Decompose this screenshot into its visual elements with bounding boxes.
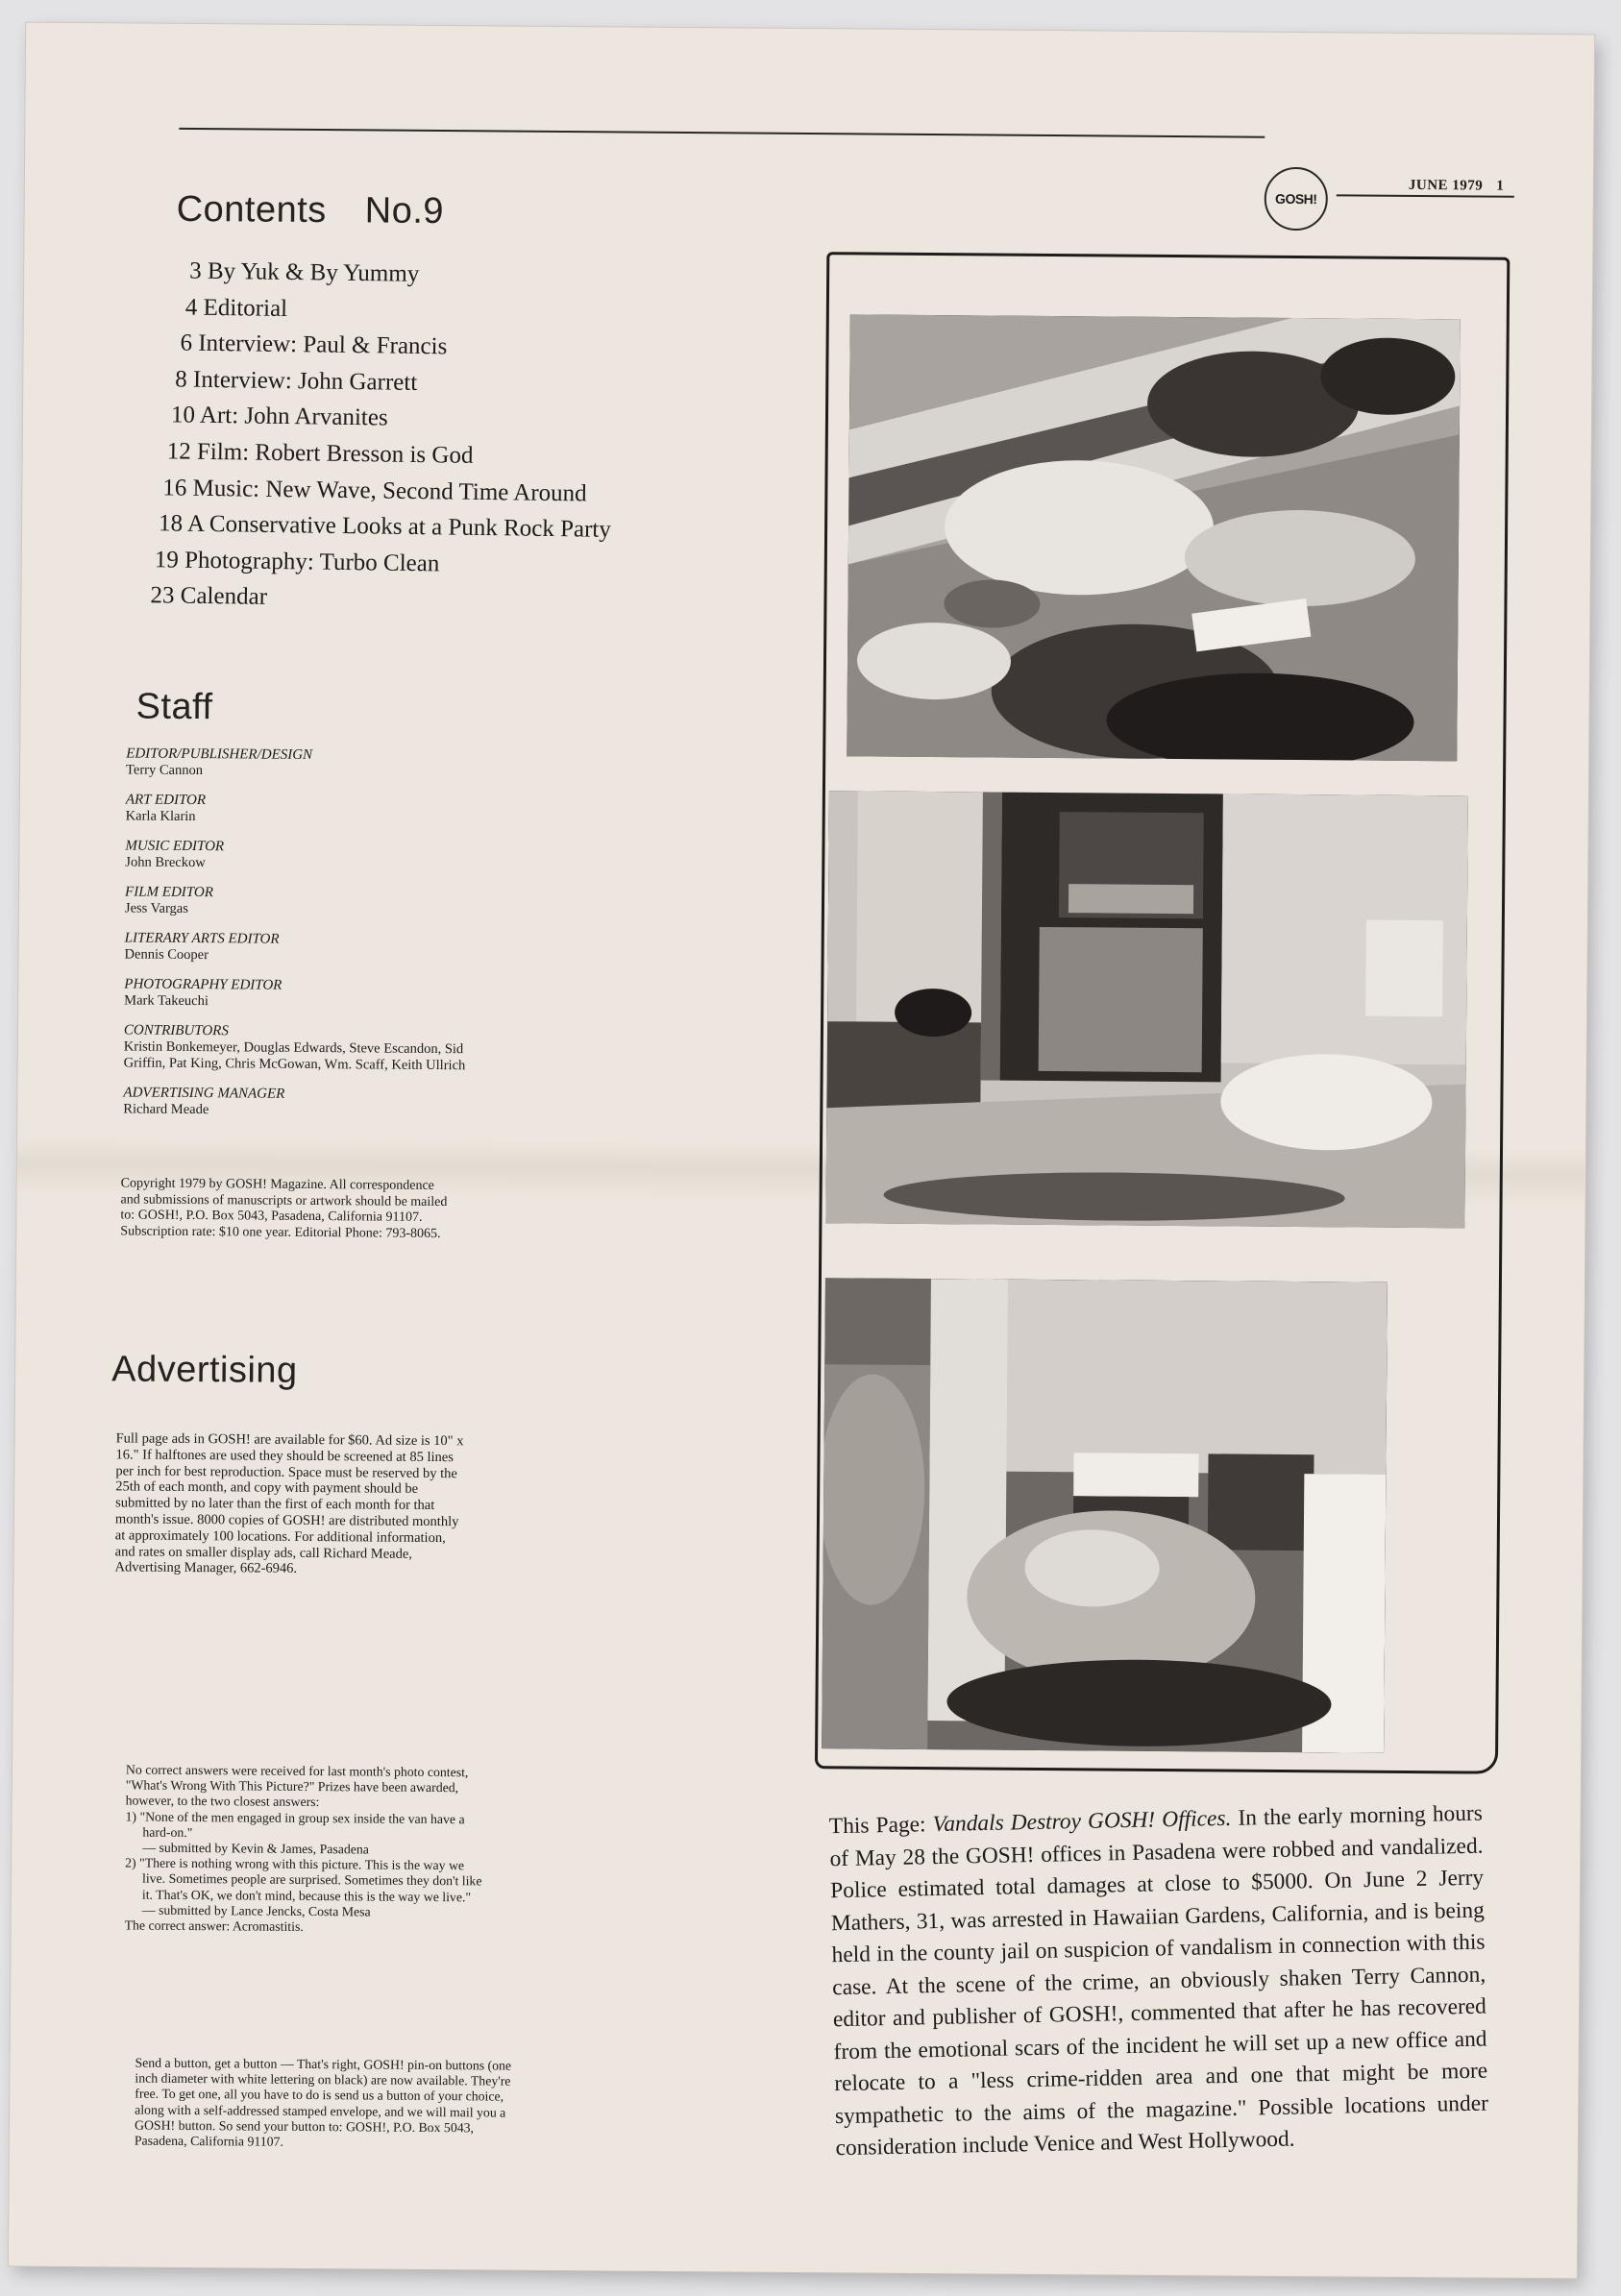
contents-heading	[177, 189, 445, 232]
newspaper-page	[9, 23, 1594, 2279]
toc-item: 18 A Conservative Looks at a Punk Rock Party	[158, 510, 612, 544]
staff-role: PHOTOGRAPHY EDITOR	[124, 976, 282, 993]
staff-role: LITERARY ARTS EDITOR	[124, 930, 280, 947]
toc-item: 8 Interview: John Garrett	[175, 366, 418, 396]
toc-item: 3 By Yuk & By Yummy	[188, 257, 420, 287]
staff-role: ADVERTISING MANAGER	[123, 1085, 285, 1102]
staff-name: Kristin Bonkemeyer, Douglas Edwards, Steve Escandon, Sid Griffin, Pat King, Chris McGowan, Wm. Scaff, Keith Ullrich	[123, 1038, 466, 1074]
contest-credit: — submitted by Kevin & James, Pasadena	[142, 1840, 370, 1857]
vandalism-photo-2	[825, 791, 1468, 1228]
staff-name: Richard Meade	[123, 1101, 209, 1118]
vandalism-photo-3	[822, 1278, 1388, 1753]
staff-name: John Breckow	[125, 854, 206, 871]
contents-title: Contents	[176, 188, 327, 232]
contest-credit: — submitted by Lance Jencks, Costa Mesa	[141, 1902, 371, 1919]
toc-item: 23 Calendar	[150, 582, 268, 611]
advertising-body: Full page ads in GOSH! are available for $60. Ad size is 10" x 16." If halftones are used they should be screened at 85 lines per inch for best reproduction. Space must be reserved by the 25th of each month, and copy with payment should be submitted by no later than the first of each month for that month's issue. 8000 copies of GOSH! are distributed monthly at approximately 100 locations. For additional information, and rates on smaller display ads, call Richard Meade, Advertising Manager, 662-6946.	[114, 1430, 464, 1577]
contest-correct-answer: The correct answer: Acromastitis.	[124, 1917, 304, 1934]
toc-item: 4 Editorial	[184, 294, 288, 322]
header-rule-right	[1337, 194, 1514, 197]
staff-name: Jess Vargas	[124, 900, 188, 916]
staff-name: Terry Cannon	[126, 762, 204, 779]
photo-frame	[815, 252, 1510, 1774]
staff-name: Karla Klarin	[125, 808, 196, 825]
staff-heading: Staff	[135, 686, 213, 728]
photo-caption	[829, 1798, 1489, 2165]
header-rule	[179, 128, 1265, 138]
toc-item: 16 Music: New Wave, Second Time Around	[162, 474, 587, 507]
vandalism-photo-1	[847, 314, 1461, 761]
gosh-logo: GOSH!	[1265, 167, 1329, 232]
staff-role: ART EDITOR	[125, 792, 207, 809]
button-offer: Send a button, get a button — That's right, GOSH! pin-on buttons (one inch diameter with white lettering on black) are now available. They're free. To get one, all you have to do is send us a button of your choice, along with a self-addressed stamped envelope, and we will mail you a GOSH! button. So send your button to: GOSH!, P.O. Box 5043, Pasadena, California 91107.	[134, 2055, 512, 2149]
toc-item: 6 Interview: Paul & Francis	[180, 330, 448, 360]
contest-intro: No correct answers were received for last month's photo contest, "What's Wrong With This Picture?" Prizes have been awarded, however, to the two closest answers:	[125, 1762, 469, 1810]
staff-role: EDITOR/PUBLISHER/DESIGN	[126, 745, 313, 763]
issue-date: JUNE 1979	[1408, 177, 1484, 194]
staff-list	[123, 745, 472, 1120]
photo-contest-note	[125, 1762, 491, 1936]
caption-title: Vandals Destroy GOSH! Offices.	[932, 1805, 1232, 1838]
issue-number: No.9	[364, 190, 445, 232]
toc-item: 10 Art: John Arvanites	[170, 402, 388, 431]
caption-lead: This Page:	[828, 1812, 933, 1840]
contest-answer: 1) "None of the men engaged in group sex inside the van have a hard-on."	[125, 1809, 465, 1840]
table-of-contents	[150, 255, 612, 620]
caption-body: In the early morning hours of May 28 the GOSH! offices in Pasadena were robbed and vandalized. Police estimated total damages at close to $5000. On June 2 Jerry Mathers, 31, was arrested in Hawaiian Gardens, California, and is being held in the county jail on suspicion of vandalism in connection with this case. At the scene of the crime, an obviously shaken Terry Cannon, editor and publisher of GOSH!, commented that after he has recovered from the emotional scars of the incident he will set up a new office and relocate to a "less crime-ridden area and one that might be more sympathetic to the aims of the magazine." Possible locations under consideration include Venice and West Hollywood.	[829, 1800, 1489, 2162]
page-number: 1	[1496, 178, 1505, 194]
toc-item: 19 Photography: Turbo Clean	[154, 547, 440, 577]
copyright-notice: Copyright 1979 by GOSH! Magazine. All correspondence and submissions of manuscripts or artwork should be mailed to: GOSH!, P.O. Box 5043, Pasadena, California 91107. Subscription rate: $10 one year. Editorial Phone: 793-8065.	[120, 1176, 448, 1241]
advertising-heading: Advertising	[111, 1349, 298, 1391]
folio	[1409, 178, 1505, 195]
staff-role: FILM EDITOR	[125, 884, 213, 901]
staff-name: Dennis Cooper	[124, 946, 209, 964]
toc-item: 12 Film: Robert Bresson is God	[166, 438, 474, 469]
contest-answer: 2) "There is nothing wrong with this picture. This is the way we live. Sometimes people are surprised. Sometimes they don't like it. That's OK, we don't mind, because this is the way we live."	[125, 1855, 482, 1904]
staff-name: Mark Takeuchi	[124, 992, 209, 1010]
staff-role: MUSIC EDITOR	[125, 838, 225, 855]
staff-role: CONTRIBUTORS	[123, 1022, 229, 1039]
